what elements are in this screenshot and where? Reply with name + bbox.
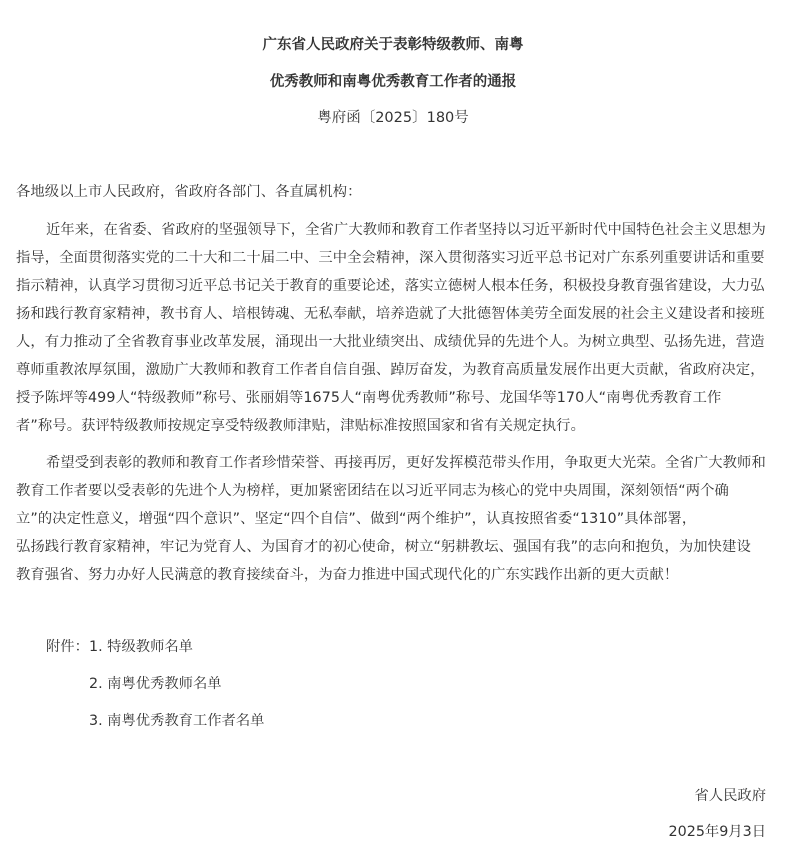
paragraph-line: 弘扬践行教育家精神，牢记为党育人、为国育才的初心使命，树立“躬耕教坛、强国有我”的志向和抱负，为加快建设 [16, 539, 751, 555]
paragraph-line: 希望受到表彰的教师和教育工作者珍惜荣誉、再接再厉，更好发挥模范带头作用，争取更大光荣。全省广大教师和 [46, 455, 766, 471]
document-title-line-2: 优秀教师和南粤优秀教育工作者的通报 [269, 74, 517, 90]
document-number: 粤府函〔2025〕180号 [317, 110, 469, 126]
paragraph-line: 扬和践行教育家精神，教书育人、培根铸魂、无私奉献，培养造就了大批德智体美劳全面发展的社会主义建设者和接班 [16, 306, 765, 322]
attachment-item: 3. 南粤优秀教育工作者名单 [89, 713, 265, 729]
paragraph-line: 指示精神，认真学习贯彻习近平总书记关于教育的重要论述，落实立德树人根本任务，积极投身教育强省建设，大力弘 [16, 278, 765, 294]
issue-date: 2025年9月3日 [668, 824, 766, 840]
paragraph-line: 人，有力推动了全省教育事业改革发展，涌现出一大批业绩突出、成绩优异的先进个人。为树立典型、弘扬先进，营造 [16, 334, 765, 350]
paragraph-line: 尊师重教浓厚氛围，激励广大教师和教育工作者自信自强、踔厉奋发，为教育高质量发展作出更大贡献，省政府决定， [16, 362, 765, 378]
attachment-item: 2. 南粤优秀教师名单 [89, 676, 222, 692]
attachment-item: 1. 特级教师名单 [89, 639, 193, 655]
paragraph-line: 者”称号。获评特级教师按规定享受特级教师津贴，津贴标准按照国家和省有关规定执行。 [16, 418, 585, 434]
paragraph-line: 指导，全面贯彻落实党的二十大和二十届二中、三中全会精神，深入贯彻落实习近平总书记对广东系列重要讲话和重要 [16, 250, 765, 266]
paragraph-line: 授予陈坪等499人“特级教师”称号、张丽娟等1675人“南粤优秀教师”称号、龙国华等170人“南粤优秀教育工作 [16, 390, 722, 406]
document-title-line-1: 广东省人民政府关于表彰特级教师、南粤 [262, 37, 524, 53]
paragraph-line: 近年来，在省委、省政府的坚强领导下，全省广大教师和教育工作者坚持以习近平新时代中国特色社会主义思想为 [46, 222, 766, 238]
salutation: 各地级以上市人民政府，省政府各部门、各直属机构： [16, 184, 362, 200]
paragraph-line: 教育强省、努力办好人民满意的教育接续奋斗，为奋力推进中国式现代化的广东实践作出新的更大贡献！ [16, 567, 679, 583]
attachments-label: 附件： [46, 639, 89, 655]
paragraph-line: 立”的决定性意义，增强“四个意识”、坚定“四个自信”、做到“两个维护”，认真按照省委“1310”具体部署， [16, 511, 697, 527]
paragraph-line: 教育工作者要以受表彰的先进个人为榜样，更加紧密团结在以习近平同志为核心的党中央周围，深刻领悟“两个确 [16, 483, 729, 499]
issuer: 省人民政府 [694, 788, 766, 804]
